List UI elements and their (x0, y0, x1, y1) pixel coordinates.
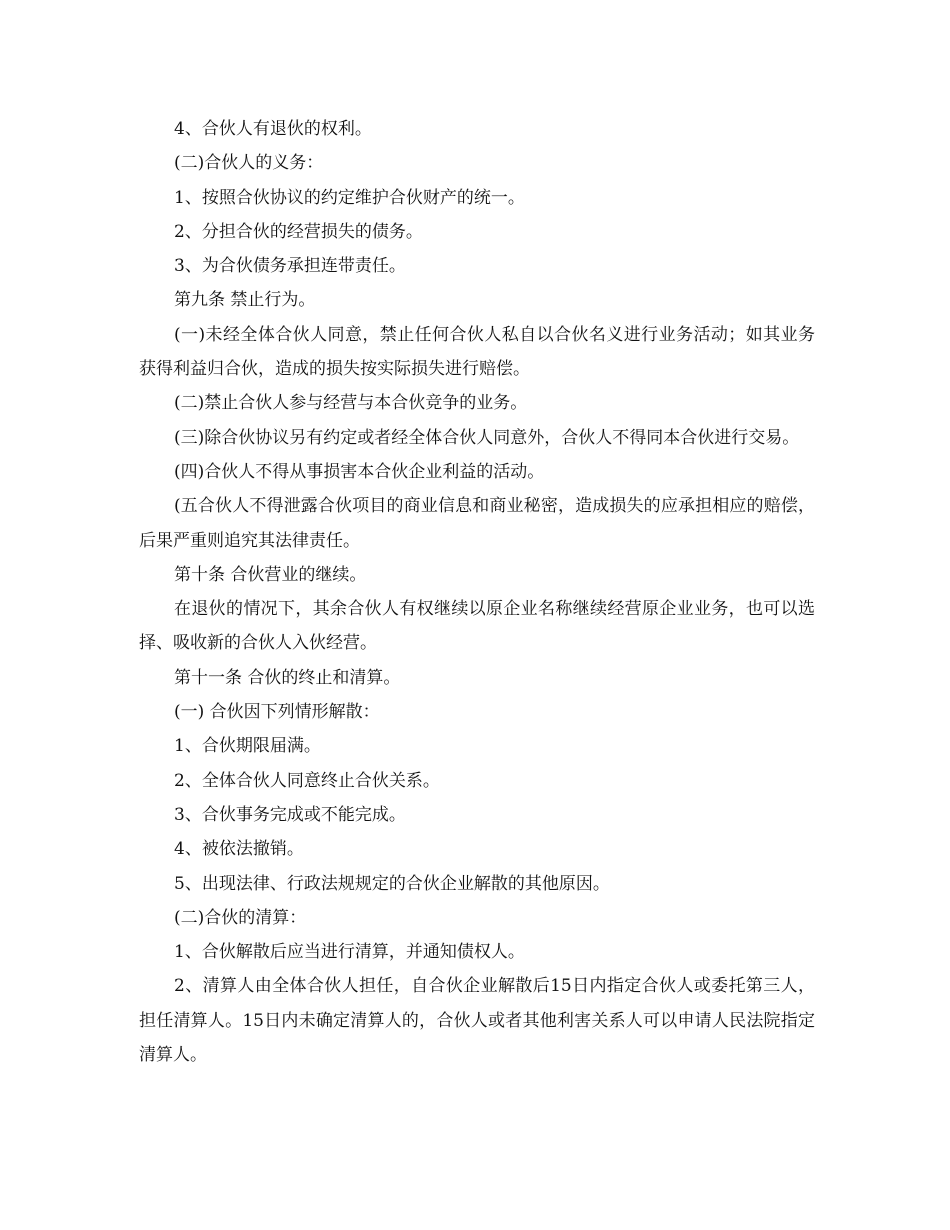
paragraph-dissolution-2: 2、全体合伙人同意终止合伙关系。 (174, 770, 440, 791)
heading-dissolution-causes: (一) 合伙因下列情形解散： (174, 702, 380, 723)
document-body (139, 112, 815, 1072)
paragraph-continuation: 在退伙的情况下，其余合伙人有权继续以原企业名称继续经营原企业业务，也可以选择、吸收新的合伙人入伙经营。 (139, 599, 815, 654)
paragraph-withdrawal-right: 4、合伙人有退伙的权利。 (174, 119, 372, 139)
paragraph-dissolution-1: 1、合伙期限届满。 (174, 736, 321, 757)
article-11-heading: 第十一条 合伙的终止和清算。 (174, 667, 401, 688)
paragraph-obligation-1: 1、按照合伙协议的约定维护合伙财产的统一。 (174, 187, 525, 208)
paragraph-prohibition-1: (一)未经全体合伙人同意，禁止任何合伙人私自以合伙名义进行业务活动；如其业务获得利益归合伙，造成的损失按实际损失进行赔偿。 (139, 324, 815, 380)
paragraph-prohibition-3: (三)除合伙协议另有约定或者经全体合伙人同意外，合伙人不得同本合伙进行交易。 (174, 427, 800, 448)
paragraph-prohibition-2: (二)禁止合伙人参与经营与本合伙竞争的业务。 (174, 393, 528, 414)
paragraph-dissolution-5: 5、出现法律、行政法规规定的合伙企业解散的其他原因。 (174, 873, 610, 894)
paragraph-liquidation-1: 1、合伙解散后应当进行清算，并通知债权人。 (174, 942, 525, 963)
paragraph-obligation-2: 2、分担合伙的经营损失的债务。 (174, 221, 423, 242)
paragraph-prohibition-5: (五合伙人不得泄露合伙项目的商业信息和商业秘密，造成损失的应承担相应的赔偿，后果严重则追究其法律责任。 (139, 496, 815, 551)
paragraph-obligation-3: 3、为合伙债务承担连带责任。 (174, 256, 406, 277)
paragraph-liquidation-2: 2、清算人由全体合伙人担任，自合伙企业解散后15日内指定合伙人或委托第三人，担任清算人。15日内未确定清算人的，合伙人或者其他利害关系人可以申请人民法院指定清算人。 (139, 976, 815, 1066)
paragraph-dissolution-4: 4、被依法撤销。 (174, 839, 304, 860)
paragraph-dissolution-3: 3、合伙事务完成或不能完成。 (174, 804, 406, 825)
paragraph-prohibition-4: (四)合伙人不得从事损害本合伙企业利益的活动。 (174, 461, 545, 482)
article-10-heading: 第十条 合伙营业的继续。 (174, 564, 367, 585)
heading-liquidation: (二)合伙的清算： (174, 907, 307, 928)
heading-partner-obligations: (二)合伙人的义务： (174, 153, 324, 174)
article-9-heading: 第九条 禁止行为。 (174, 290, 316, 311)
